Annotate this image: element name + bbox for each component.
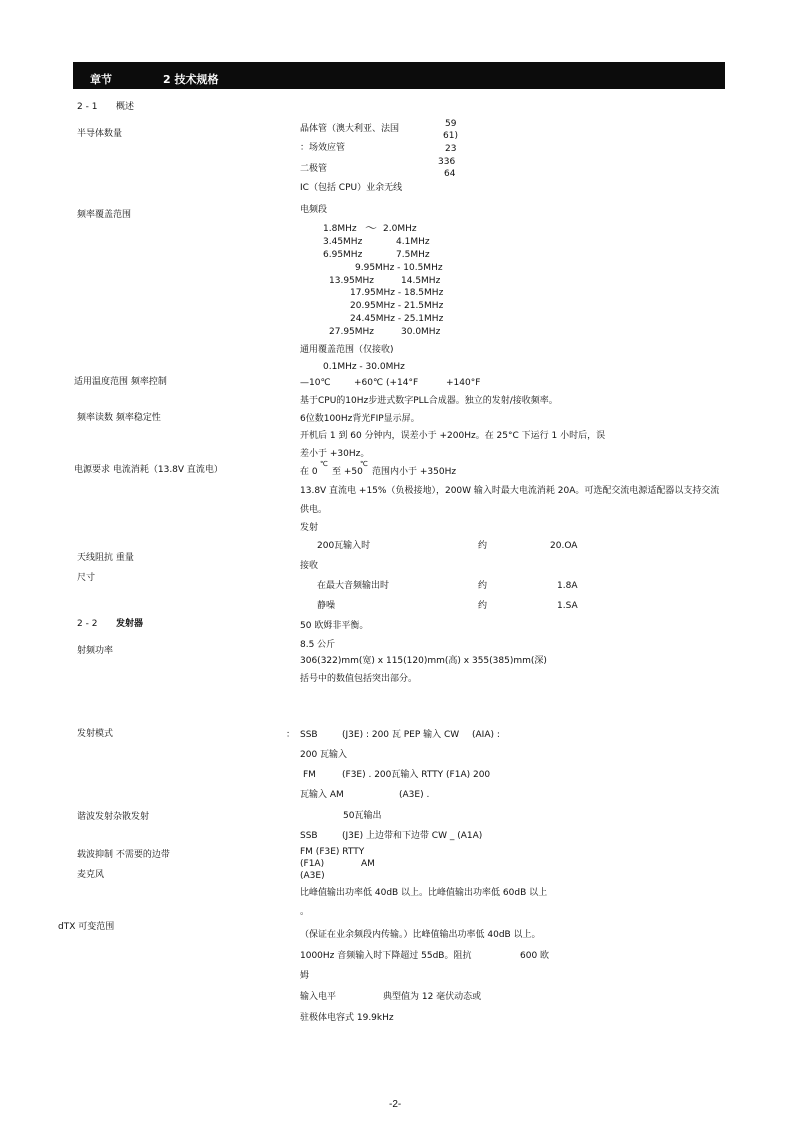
rx-title: 接收 <box>300 561 319 571</box>
emission-text: (A3E) . <box>399 790 430 800</box>
label-freq-readout: 频率读数 频率稳定性 <box>77 413 161 423</box>
approx-label: 约 <box>478 601 488 611</box>
rx-item: 静噪 <box>317 601 336 611</box>
section-number: 2 - 2 <box>77 619 98 629</box>
power-req-text: 13.8V 直流电 +15%（负极接地），200W 输入时最大电流消耗 20A。可选配交流电源适配器以支持交流 <box>300 486 720 496</box>
emission-text: AM <box>361 859 375 869</box>
readout-text: 6位数100Hz背光FIP显示屏。 <box>300 414 420 424</box>
suppression-text: （保证在业余频段内传输。）比峰值输出功率低 40dB 以上。 <box>300 930 541 940</box>
page-number: -2- <box>389 1099 402 1110</box>
freq-range: 14.5MHz <box>401 276 441 286</box>
freq-range: 30.0MHz <box>401 327 441 337</box>
chapter-header-bar <box>73 62 725 89</box>
emission-text: FM (F3E) RTTY <box>300 847 365 857</box>
emission-text: (AIA) : <box>472 730 500 740</box>
emission-text: FM <box>303 770 316 780</box>
microphone-text: 输入电平 <box>300 992 337 1002</box>
emission-text: (J3E) : 200 瓦 PEP 输入 CW <box>342 730 460 740</box>
emission-text: (A3E) <box>300 871 325 881</box>
diode-value: 336 <box>438 157 456 167</box>
label-rf-power: 射频功率 <box>77 646 114 656</box>
freq-range: 13.95MHz <box>329 276 375 286</box>
freq-range: 9.95MHz - 10.5MHz <box>355 263 443 273</box>
temp-high-f: +140°F <box>446 378 481 388</box>
rx-item: 在最大音频输出时 <box>317 581 390 591</box>
stability-text: 范围内小于 +350Hz <box>372 467 457 477</box>
emission-text: SSB <box>300 730 318 740</box>
freq-tilde: ～ <box>365 221 378 235</box>
freq-range: 20.95MHz - 21.5MHz <box>350 301 444 311</box>
tx-item: 200瓦输入时 <box>317 541 371 551</box>
power-req-text: 供电。 <box>300 505 328 515</box>
general-coverage-range: 0.1MHz - 30.0MHz <box>323 362 405 372</box>
emission-text: 200 瓦输入 <box>300 750 348 760</box>
tx-current: 20.OA <box>550 541 578 551</box>
label-temp-range: 适用温度范围 频率控制 <box>74 377 167 387</box>
label-microphone: 麦克风 <box>77 870 105 880</box>
emission-text: (F1A) <box>300 859 325 869</box>
degree-symbol: ℃ <box>320 460 328 468</box>
label-harmonic: 谐波发射杂散发射 <box>77 812 150 822</box>
weight-value: 8.5 公斤 <box>300 640 336 650</box>
freq-range: 2.0MHz <box>383 224 417 234</box>
stability-text: 差小于 +30Hz。 <box>300 449 370 459</box>
suppression-text: 比峰值输出功率低 40dB 以上。比峰值输出功率低 60dB 以上 <box>300 888 548 898</box>
label-antenna-weight: 天线阻抗 重量 <box>77 553 134 563</box>
freq-range: 3.45MHz <box>323 237 363 247</box>
freq-control-text: 基于CPU的10Hz步进式数字PLL合成器。独立的发射/接收频率。 <box>300 396 558 406</box>
chapter-label: 章节 <box>90 73 112 86</box>
stability-text: 在 0 <box>300 467 318 477</box>
dimensions-value: 306(322)mm(宽) x 115(120)mm(高) x 355(385)mm(深) <box>300 656 547 666</box>
microphone-text: 1000Hz 音频输入时下降超过 55dB。阻抗 <box>300 951 472 961</box>
diode-label: 二极管 <box>300 164 328 174</box>
rx-current: 1.8A <box>557 581 578 591</box>
label-semiconductors: 半导体数量 <box>77 129 123 139</box>
label-freq-coverage: 频率覆盖范围 <box>77 210 132 220</box>
colon: ： <box>286 730 296 740</box>
freq-range: 4.1MHz <box>396 237 430 247</box>
freq-range: 7.5MHz <box>396 250 430 260</box>
rf-output-text: 50瓦输出 <box>343 811 382 821</box>
emission-text: (F3E) . 200瓦输入 RTTY (F1A) 200 <box>342 770 491 780</box>
chapter-title: 2 技术规格 <box>163 73 219 86</box>
microphone-text: 600 欧 <box>520 951 550 961</box>
label-power-req: 电源要求 电流消耗（13.8V 直流电） <box>74 465 223 475</box>
transistor-value: 61) <box>443 131 458 141</box>
stability-text: 开机后 1 到 60 分钟内，误差小于 +200Hz。在 25°C 下运行 1 小时后，误 <box>300 431 606 441</box>
suppression-text: 。 <box>300 907 310 917</box>
fet-value: 23 <box>445 144 457 154</box>
approx-label: 约 <box>478 581 488 591</box>
temp-high: +60℃ (+14°F <box>354 378 419 388</box>
label-dtx: dTX 可变范围 <box>58 922 115 932</box>
general-coverage-title: 通用覆盖范围（仅接收) <box>300 345 394 355</box>
freq-range: 17.95MHz - 18.5MHz <box>350 288 444 298</box>
section-title: 发射器 <box>116 619 144 629</box>
diode-value: 64 <box>444 169 456 179</box>
dimensions-note: 括号中的数值包括突出部分。 <box>300 674 418 684</box>
microphone-text: 典型值为 12 毫伏动态或 <box>383 992 482 1002</box>
section-title: 概述 <box>116 102 135 112</box>
transistor-value: 59 <box>445 119 457 129</box>
emission-text: SSB <box>300 831 318 841</box>
microphone-text: 姆 <box>300 971 310 981</box>
antenna-impedance: 50 欧姆非平衡。 <box>300 621 369 631</box>
emission-text: 瓦输入 AM <box>300 790 344 800</box>
approx-label: 约 <box>478 541 488 551</box>
dtx-text: 驻极体电容式 19.9kHz <box>300 1013 394 1023</box>
freq-range: 6.95MHz <box>323 250 363 260</box>
transistor-label: 晶体管（澳大利亚、法国 <box>300 124 400 134</box>
label-dimensions: 尺寸 <box>77 573 96 583</box>
stability-text: 至 +50 <box>332 467 363 477</box>
tx-title: 发射 <box>300 523 319 533</box>
ic-label: IC（包括 CPU）业余无线 <box>300 183 403 193</box>
rx-current: 1.SA <box>557 601 578 611</box>
label-carrier-suppression: 载波抑制 不需要的边带 <box>77 850 170 860</box>
temp-low: —10℃ <box>300 378 331 388</box>
freq-range: 24.45MHz - 25.1MHz <box>350 314 444 324</box>
emission-text: (J3E) 上边带和下边带 CW _ (A1A) <box>342 831 483 841</box>
fet-label: ：场效应管 <box>300 143 346 153</box>
freq-range: 27.95MHz <box>329 327 375 337</box>
label-emission-modes: 发射模式 <box>77 729 114 739</box>
band-title: 电频段 <box>300 205 328 215</box>
degree-symbol: ℃ <box>360 460 368 468</box>
section-number: 2 - 1 <box>77 102 98 112</box>
freq-range: 1.8MHz <box>323 224 357 234</box>
